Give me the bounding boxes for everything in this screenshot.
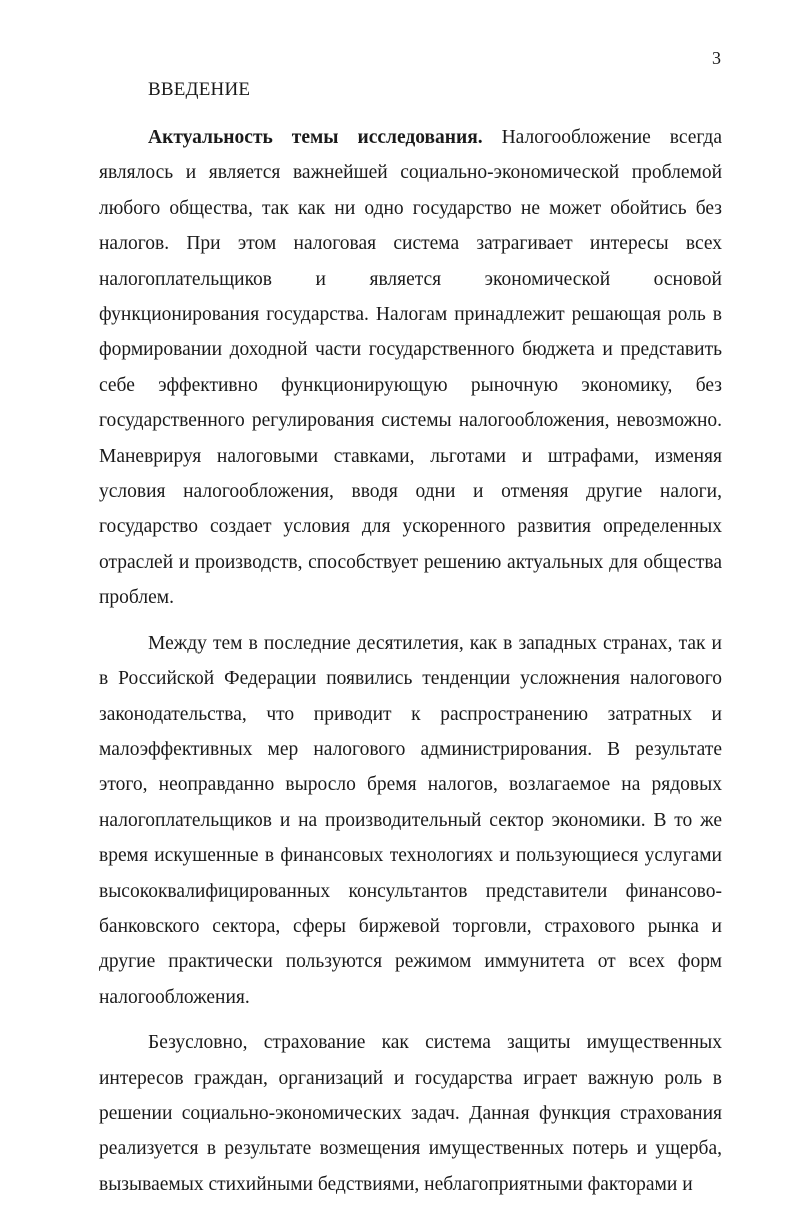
section-heading: ВВЕДЕНИЕ [148, 79, 251, 100]
paragraph-relevance [99, 120, 722, 616]
body-text [99, 120, 722, 1202]
paragraph-tax-trends: Между тем в последние десятилетия, как в западных странах, так и в Российской Федерации появились тенденции усложнения налогового законодательства, что приводит к распространению затратных и малоэффективных мер налогового администрирования. В результате этого, неоправданно выросло бремя налогов, возлагаемое на рядовых налогоплательщиков и на производительный сектор экономики. В то же время искушенные в финансовых технологиях и пользующиеся услугами высококвалифицированных консультантов представители финансово-банковского сектора, сферы биржевой торговли, страхового рынка и другие практически пользуются режимом иммунитета от всех форм налогообложения. [99, 632, 722, 1008]
page-number: 3 [712, 48, 721, 68]
paragraph-text: Налогообложение всегда являлось и является важнейшей социально-экономической проблемой любого общества, так как ни одно государство не может обойтись без налогов. При этом налоговая система затрагивает интересы всех налогоплательщиков и является экономической основой функционирования государства. Налогам принадлежит решающая роль в формировании доходной части государственного бюджета и представить себе эффективно функционирующую рыночную экономику, без государственного регулирования системы налогообложения, невозможно. Маневрируя налоговыми ставками, льготами и штрафами, изменяя условия налогообложения, вводя одни и отменяя другие налоги, государство создает условия для ускоренного развития определенных отраслей и производств, способствует решению актуальных для общества проблем. [99, 127, 722, 609]
paragraph-insurance: Безусловно, страхование как система защиты имущественных интересов граждан, организаций и государства играет важную роль в решении социально-экономических задач. Данная функция страхования реализуется в результате возмещения имущественных потерь и ущерба, вызываемых стихийными бедствиями, неблагоприятными факторами и [99, 1032, 722, 1195]
paragraph-lead: Актуальность темы исследования. [148, 127, 483, 148]
